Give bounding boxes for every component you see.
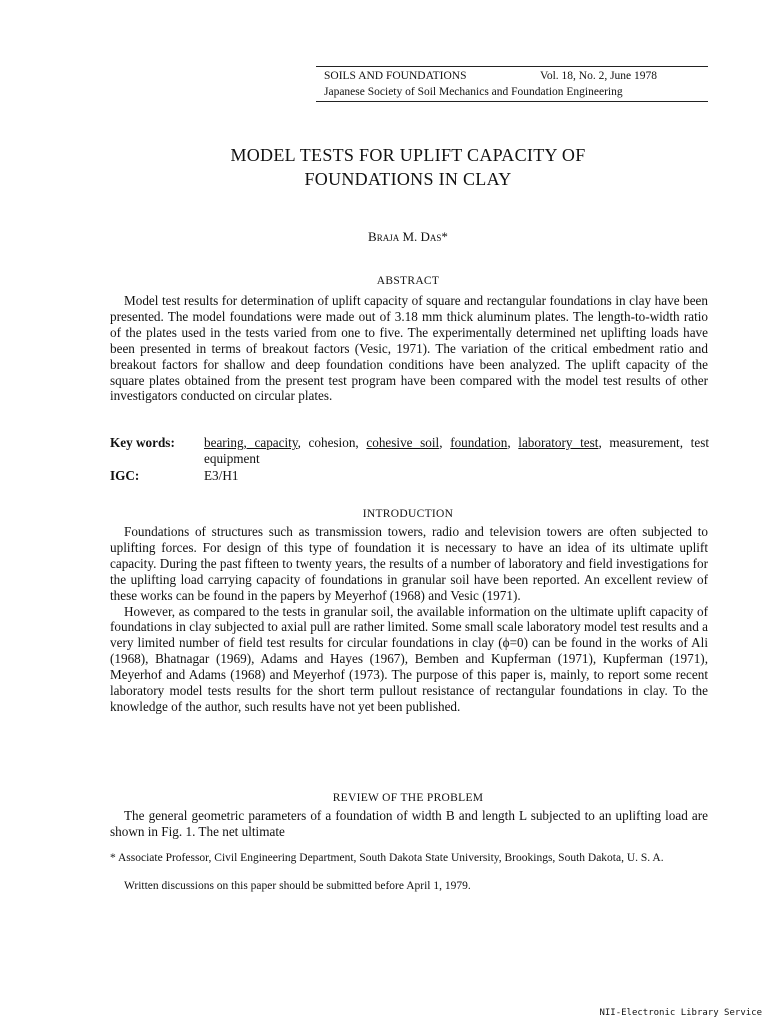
author-name: Braja M. Das* (368, 229, 448, 244)
keyword-item: cohesion (308, 435, 356, 450)
abstract-heading: ABSTRACT (376, 275, 440, 287)
abstract-text: Model test results for determination of uplift capacity of square and rectangular foundations in clay have been presented. The model foundations were made out of 3.18 mm thick aluminum plates. The length-to-width ratio of the plates used in the tests varied from one to five. The experimentally determined net uplifting loads have been presented in terms of breakout factors (Vesic, 1971). The variation of the critical embedment ratio and breakout factors for shallow and deep foundation conditions have been analyzed. The uplift capacity of the square plates obtained from the present test program have been compared with the model test results of other investigators conducted on circular plates. (110, 293, 708, 404)
keyword-item: cohesive soil (366, 435, 440, 450)
introduction-heading: INTRODUCTION (362, 508, 454, 520)
keyword-item: foundation (450, 435, 508, 450)
review-heading: REVIEW OF THE PROBLEM (332, 792, 484, 804)
abstract-body (110, 293, 708, 404)
paper-title-line-2: FOUNDATIONS IN CLAY (304, 169, 512, 189)
paper-title-line-1: MODEL TESTS FOR UPLIFT CAPACITY OF (230, 145, 586, 165)
header-bottom-rule (316, 101, 708, 102)
introduction-body (110, 524, 708, 715)
introduction-paragraph-2: However, as compared to the tests in granular soil, the available information on the ultimate uplift capacity of foundations in clay subjected to axial pull are rather limited. Some small scale laboratory model test results and a very limited number of field test results for circular foundations in clay (ϕ=0) can be found in the works of Ali (1968), Bhatnagar (1969), Adams and Hayes (1967), Bemben and Kupferman (1971), Kupferman (1971), Meyerhof and Adams (1968) and Meyerhof (1973). The purpose of this paper is, mainly, to report some recent laboratory model tests results for the short term pullout resistance of rectangular foundations in clay. To the knowledge of the author, such results have not yet been published. (110, 603, 708, 714)
igc-label: IGC: (110, 468, 140, 483)
igc-value: E3/H1 (204, 468, 239, 483)
nii-service-stamp: NII-Electronic Library Service (599, 1008, 762, 1018)
header-top-rule (316, 66, 708, 67)
keyword-item: measurement (609, 435, 680, 450)
keyword-item: laboratory test (518, 435, 599, 450)
introduction-paragraph-1: Foundations of structures such as transmission towers, radio and television towers are often subjected to uplifting forces. For design of this type of foundation it is necessary to have an idea of its ultimate uplift capacity. During the past fifteen to twenty years, the results of a number of laboratory and field investigations for the uplifting load carrying capacity of foundations in granular soil have been reported. An excellent review of these works can be found in the papers by Meyerhof (1968) and Vesic (1971). (110, 524, 708, 603)
keywords-label: Key words: (110, 435, 175, 450)
keywords-list: bearing, capacity, cohesion, cohesive soil, foundation, laboratory test, measurement, test equipment (204, 435, 709, 466)
keyword-item: bearing, capacity (204, 435, 298, 450)
journal-name: SOILS AND FOUNDATIONS (324, 70, 467, 82)
footnote-discussion: Written discussions on this paper should be submitted before April 1, 1979. (124, 880, 471, 892)
journal-volume: Vol. 18, No. 2, June 1978 (540, 70, 658, 82)
review-body (110, 808, 708, 840)
footnote-affiliation: * Associate Professor, Civil Engineering Department, South Dakota State University, Brookings, South Dakota, U. S. A. (110, 852, 664, 864)
review-paragraph-1: The general geometric parameters of a foundation of width B and length L subjected to an uplifting load are shown in Fig. 1. The net ultimate (110, 808, 708, 839)
society-name: Japanese Society of Soil Mechanics and Foundation Engineering (324, 86, 623, 98)
keyword-item: test equipment (204, 435, 709, 466)
